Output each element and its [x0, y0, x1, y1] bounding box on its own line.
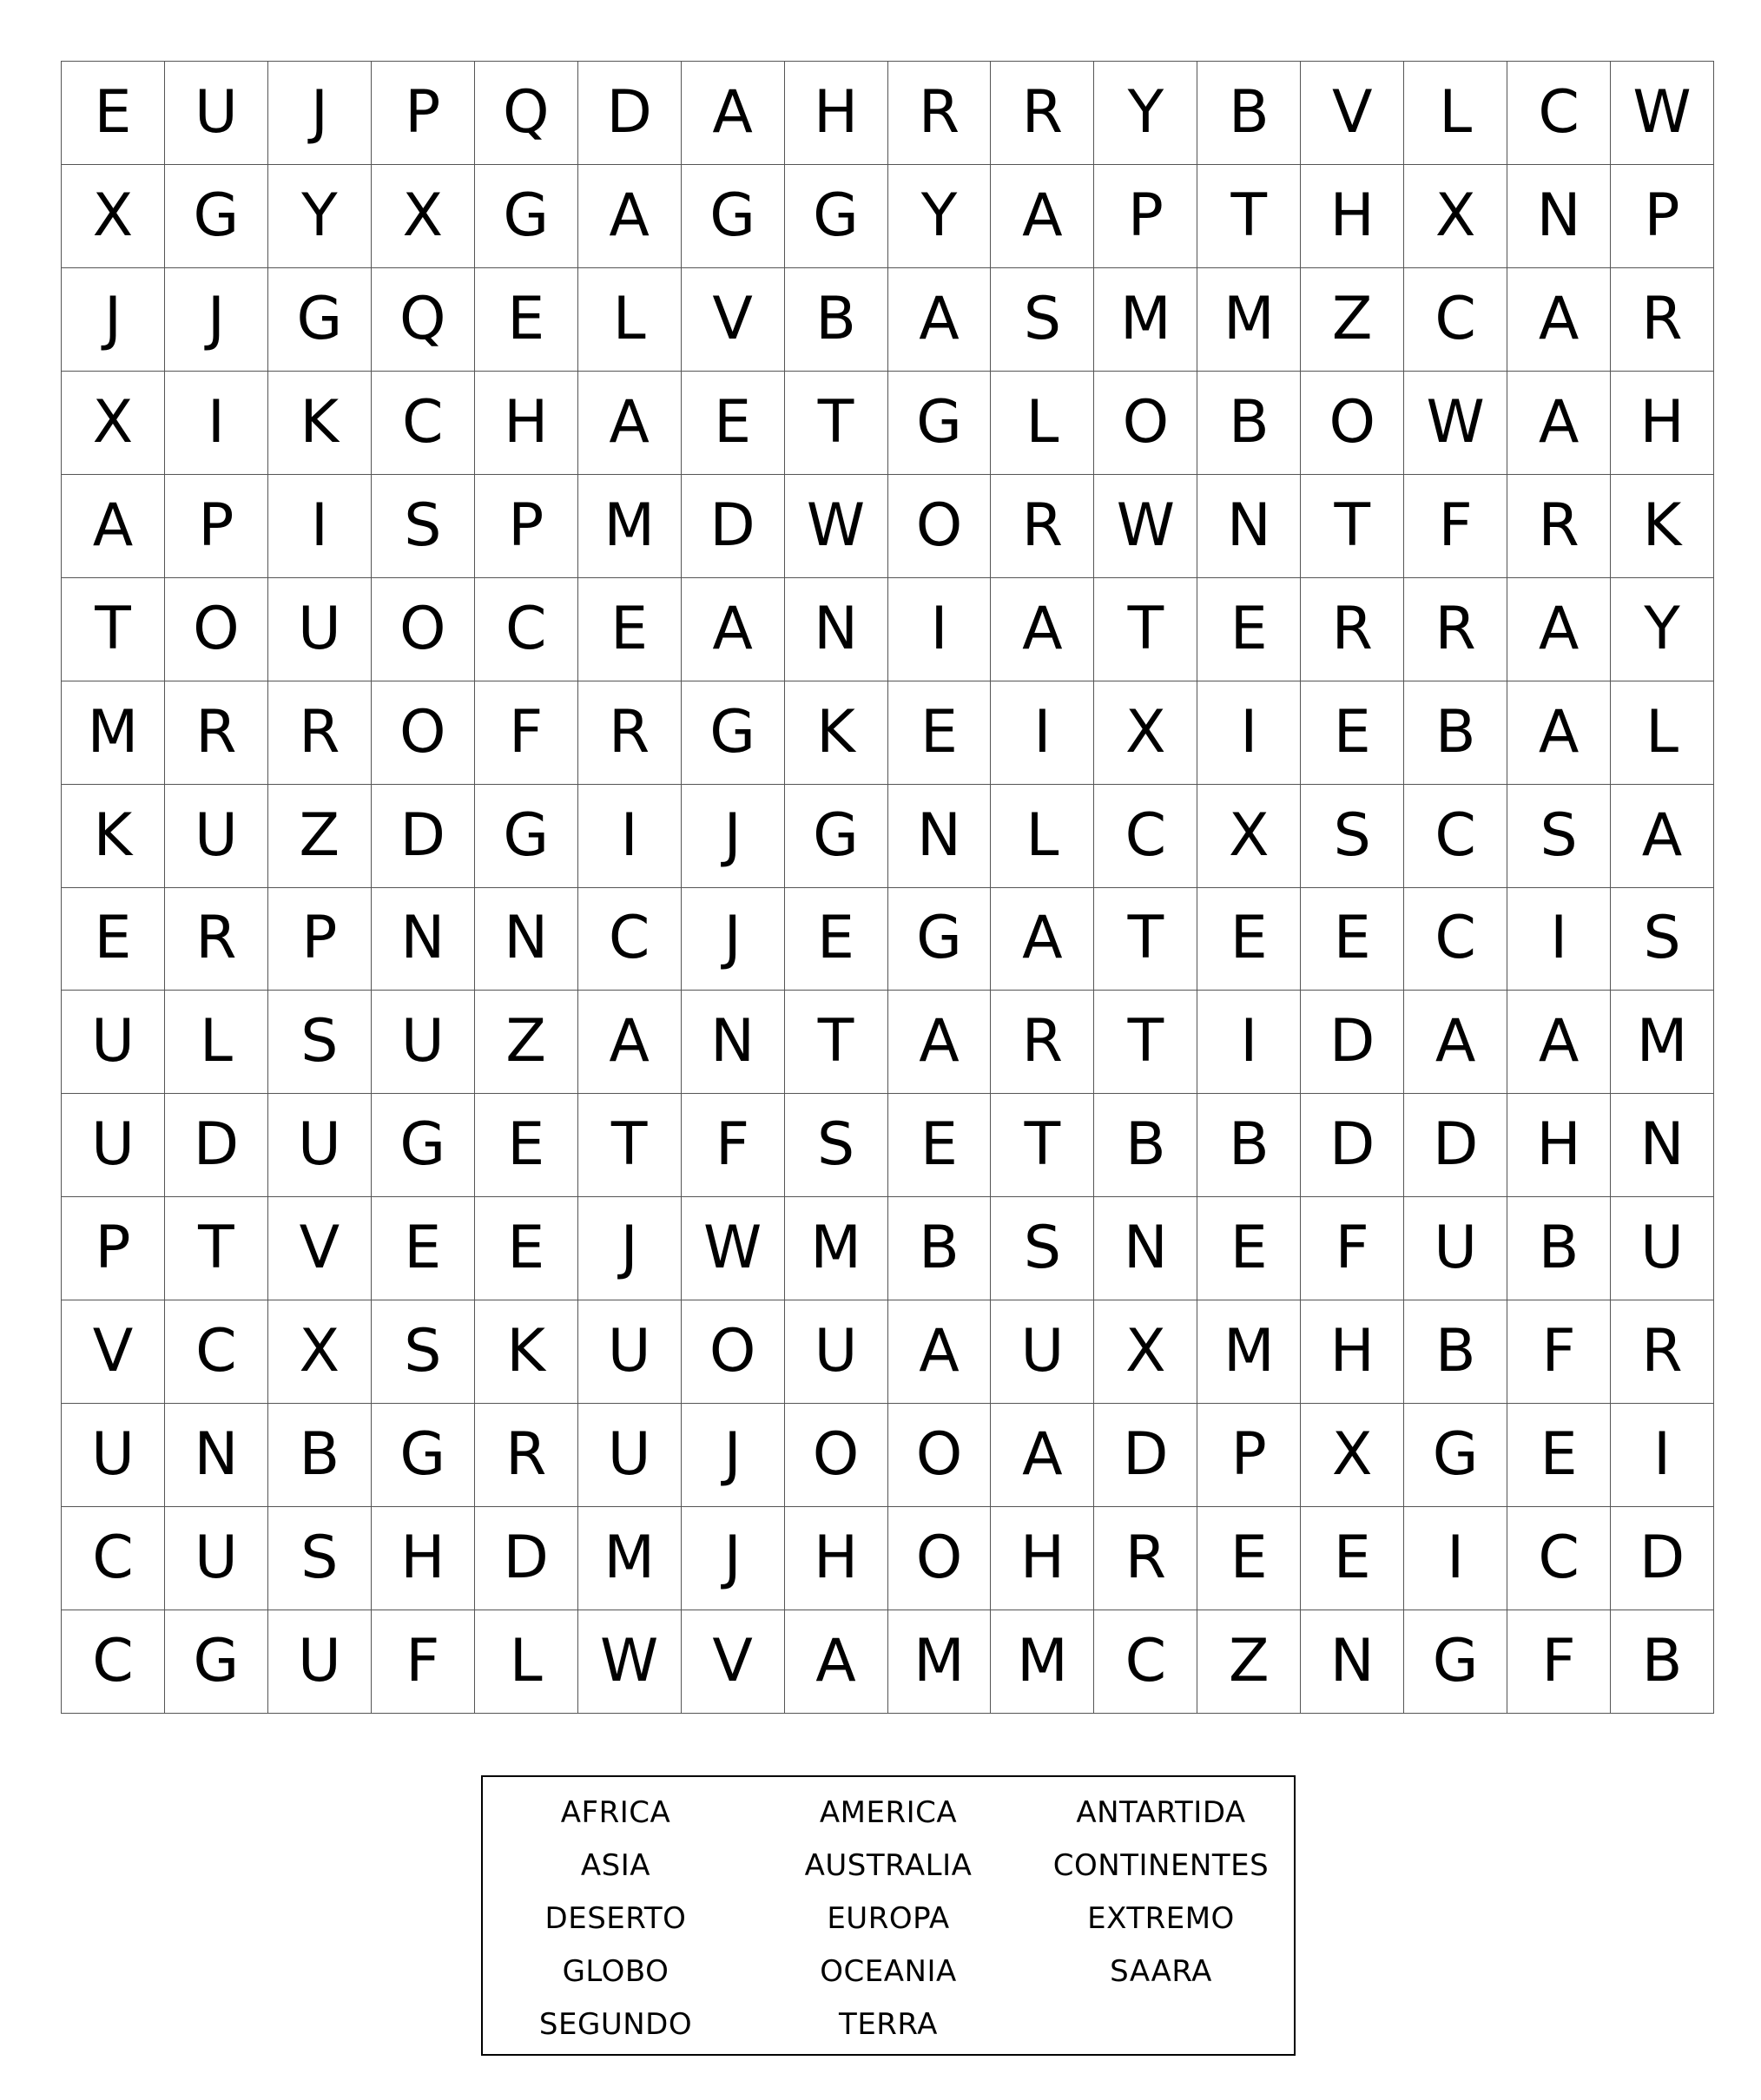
grid-cell[interactable]: A — [682, 578, 785, 681]
grid-cell[interactable]: R — [165, 888, 268, 991]
grid-cell[interactable]: T — [62, 578, 165, 681]
grid-cell[interactable]: N — [1094, 1197, 1197, 1300]
grid-cell[interactable]: T — [578, 1094, 682, 1197]
grid-cell[interactable]: W — [785, 475, 888, 578]
grid-cell[interactable]: I — [1507, 888, 1611, 991]
grid-cell[interactable]: A — [888, 268, 992, 372]
grid-cell[interactable]: L — [475, 1610, 578, 1714]
grid-cell[interactable]: U — [578, 1300, 682, 1404]
grid-cell[interactable]: M — [785, 1197, 888, 1300]
grid-cell[interactable]: A — [578, 165, 682, 268]
grid-cell[interactable]: D — [578, 62, 682, 165]
grid-cell[interactable]: A — [1507, 681, 1611, 785]
grid-cell[interactable]: F — [1507, 1300, 1611, 1404]
grid-cell[interactable]: C — [1094, 785, 1197, 888]
grid-cell[interactable]: A — [1507, 372, 1611, 475]
grid-cell[interactable]: U — [268, 578, 372, 681]
word-list-item: EXTREMO — [1087, 1900, 1235, 1936]
grid-cell[interactable]: E — [62, 888, 165, 991]
grid-cell[interactable]: O — [1094, 372, 1197, 475]
grid-cell[interactable]: G — [682, 681, 785, 785]
word-list-item: SEGUNDO — [538, 2006, 693, 2042]
grid-cell[interactable]: A — [1507, 268, 1611, 372]
grid-cell[interactable]: D — [165, 1094, 268, 1197]
grid-cell[interactable]: T — [785, 991, 888, 1094]
grid-cell[interactable]: C — [1507, 62, 1611, 165]
grid-cell[interactable]: Q — [372, 268, 475, 372]
grid-cell[interactable]: U — [62, 1404, 165, 1507]
grid-cell[interactable]: C — [1094, 1610, 1197, 1714]
grid-cell[interactable]: G — [475, 785, 578, 888]
grid-cell[interactable]: X — [1197, 785, 1301, 888]
grid-cell[interactable]: G — [475, 165, 578, 268]
grid-cell[interactable]: G — [785, 785, 888, 888]
grid-cell[interactable]: R — [1611, 268, 1714, 372]
grid-cell[interactable]: X — [62, 372, 165, 475]
grid-cell[interactable]: Z — [1301, 268, 1404, 372]
grid-cell[interactable]: I — [165, 372, 268, 475]
grid-cell[interactable]: E — [1301, 888, 1404, 991]
grid-cell[interactable]: P — [62, 1197, 165, 1300]
grid-cell[interactable]: R — [268, 681, 372, 785]
grid-cell[interactable]: D — [1611, 1507, 1714, 1610]
grid-cell[interactable]: U — [268, 1610, 372, 1714]
grid-cell[interactable]: V — [1301, 62, 1404, 165]
grid-cell[interactable]: U — [578, 1404, 682, 1507]
grid-cell[interactable]: G — [372, 1094, 475, 1197]
grid-cell[interactable]: A — [991, 578, 1094, 681]
grid-cell[interactable]: N — [372, 888, 475, 991]
grid-cell[interactable]: B — [1611, 1610, 1714, 1714]
grid-cell[interactable]: O — [1301, 372, 1404, 475]
grid-cell[interactable]: E — [1301, 1507, 1404, 1610]
grid-cell[interactable]: D — [1094, 1404, 1197, 1507]
grid-cell[interactable]: E — [682, 372, 785, 475]
grid-cell[interactable]: I — [268, 475, 372, 578]
grid-cell[interactable]: B — [1507, 1197, 1611, 1300]
grid-cell[interactable]: H — [991, 1507, 1094, 1610]
grid-cell[interactable]: W — [1094, 475, 1197, 578]
grid-cell[interactable]: B — [888, 1197, 992, 1300]
grid-cell[interactable]: C — [1507, 1507, 1611, 1610]
grid-cell[interactable]: D — [1404, 1094, 1507, 1197]
grid-cell[interactable]: J — [682, 785, 785, 888]
grid-cell[interactable]: E — [1197, 1507, 1301, 1610]
grid-cell[interactable]: P — [1197, 1404, 1301, 1507]
grid-cell[interactable]: C — [372, 372, 475, 475]
grid-cell[interactable]: S — [268, 1507, 372, 1610]
grid-cell[interactable]: L — [1404, 62, 1507, 165]
word-list-item: ANTARTIDA — [1076, 1794, 1246, 1830]
grid-cell[interactable]: A — [991, 165, 1094, 268]
grid-cell[interactable]: B — [1197, 372, 1301, 475]
grid-cell[interactable]: I — [1197, 681, 1301, 785]
grid-cell[interactable]: C — [62, 1507, 165, 1610]
word-list-item: GLOBO — [562, 1953, 669, 1989]
grid-cell[interactable]: S — [372, 1300, 475, 1404]
grid-cell[interactable]: I — [1611, 1404, 1714, 1507]
grid-cell[interactable]: C — [578, 888, 682, 991]
grid-cell[interactable]: V — [62, 1300, 165, 1404]
grid-cell[interactable]: N — [1301, 1610, 1404, 1714]
grid-cell[interactable]: G — [682, 165, 785, 268]
grid-cell[interactable]: K — [785, 681, 888, 785]
grid-cell[interactable]: E — [888, 1094, 992, 1197]
grid-cell[interactable]: T — [1094, 991, 1197, 1094]
grid-cell[interactable]: K — [62, 785, 165, 888]
grid-cell[interactable]: O — [888, 1404, 992, 1507]
grid-cell[interactable]: E — [1507, 1404, 1611, 1507]
grid-cell[interactable]: M — [62, 681, 165, 785]
grid-cell[interactable]: G — [888, 888, 992, 991]
grid-cell[interactable]: S — [1611, 888, 1714, 991]
grid-cell[interactable]: L — [578, 268, 682, 372]
grid-cell[interactable]: W — [682, 1197, 785, 1300]
grid-cell[interactable]: P — [1094, 165, 1197, 268]
grid-cell[interactable]: B — [1404, 681, 1507, 785]
grid-cell[interactable]: I — [991, 681, 1094, 785]
grid-cell[interactable]: K — [268, 372, 372, 475]
grid-cell[interactable]: R — [475, 1404, 578, 1507]
grid-cell[interactable]: H — [1301, 1300, 1404, 1404]
grid-cell[interactable]: W — [578, 1610, 682, 1714]
grid-cell[interactable]: B — [268, 1404, 372, 1507]
grid-cell[interactable]: Z — [268, 785, 372, 888]
grid-cell[interactable]: D — [682, 475, 785, 578]
grid-cell[interactable]: U — [268, 1094, 372, 1197]
grid-cell[interactable]: O — [888, 475, 992, 578]
grid-cell[interactable]: D — [1301, 991, 1404, 1094]
grid-cell[interactable]: R — [1301, 578, 1404, 681]
grid-cell[interactable]: R — [165, 681, 268, 785]
grid-cell[interactable]: G — [1404, 1610, 1507, 1714]
grid-cell[interactable]: Y — [1611, 578, 1714, 681]
grid-cell[interactable]: Y — [268, 165, 372, 268]
word-list-item: TERRA — [839, 2006, 938, 2042]
grid-cell[interactable]: X — [62, 165, 165, 268]
grid-cell[interactable]: A — [1507, 991, 1611, 1094]
word-list-item: SAARA — [1110, 1953, 1212, 1989]
grid-cell[interactable]: K — [1611, 475, 1714, 578]
grid-cell[interactable]: H — [372, 1507, 475, 1610]
grid-cell[interactable]: W — [1611, 62, 1714, 165]
grid-cell[interactable]: S — [991, 1197, 1094, 1300]
grid-cell[interactable]: X — [1094, 681, 1197, 785]
grid-cell[interactable]: A — [1404, 991, 1507, 1094]
grid-cell[interactable]: T — [1301, 475, 1404, 578]
grid-cell[interactable]: U — [62, 1094, 165, 1197]
grid-cell[interactable]: N — [1197, 475, 1301, 578]
grid-cell[interactable]: E — [1301, 681, 1404, 785]
grid-cell[interactable]: Y — [888, 165, 992, 268]
grid-cell[interactable]: C — [62, 1610, 165, 1714]
grid-cell[interactable]: M — [1197, 268, 1301, 372]
word-list-item: AFRICA — [560, 1794, 671, 1830]
grid-cell[interactable]: L — [1611, 681, 1714, 785]
grid-cell[interactable]: B — [1094, 1094, 1197, 1197]
word-list-item: EUROPA — [827, 1900, 950, 1936]
grid-cell[interactable]: D — [475, 1507, 578, 1610]
grid-cell[interactable]: S — [785, 1094, 888, 1197]
grid-cell[interactable]: C — [1404, 888, 1507, 991]
grid-cell[interactable]: O — [372, 681, 475, 785]
grid-cell[interactable]: A — [1507, 578, 1611, 681]
grid-cell[interactable]: U — [62, 991, 165, 1094]
grid-cell[interactable]: Z — [475, 991, 578, 1094]
grid-cell[interactable]: U — [165, 1507, 268, 1610]
grid-cell[interactable]: A — [888, 991, 992, 1094]
grid-cell[interactable]: V — [268, 1197, 372, 1300]
grid-cell[interactable]: C — [1404, 785, 1507, 888]
grid-cell[interactable]: H — [1507, 1094, 1611, 1197]
grid-cell[interactable]: X — [1301, 1404, 1404, 1507]
grid-cell[interactable]: E — [475, 268, 578, 372]
grid-cell[interactable]: H — [1611, 372, 1714, 475]
grid-cell[interactable]: J — [62, 268, 165, 372]
grid-cell[interactable]: A — [578, 991, 682, 1094]
grid-cell[interactable]: G — [785, 165, 888, 268]
grid-cell[interactable]: F — [1507, 1610, 1611, 1714]
grid-cell[interactable]: R — [578, 681, 682, 785]
grid-cell[interactable]: N — [165, 1404, 268, 1507]
grid-cell[interactable]: E — [785, 888, 888, 991]
grid-cell[interactable]: T — [1094, 888, 1197, 991]
grid-cell[interactable]: O — [682, 1300, 785, 1404]
grid-cell[interactable]: A — [682, 62, 785, 165]
grid-cell[interactable]: D — [1301, 1094, 1404, 1197]
grid-cell[interactable]: E — [372, 1197, 475, 1300]
grid-cell[interactable]: M — [578, 475, 682, 578]
grid-cell[interactable]: T — [165, 1197, 268, 1300]
grid-cell[interactable]: U — [372, 991, 475, 1094]
letter-grid — [61, 61, 1714, 1714]
grid-cell[interactable]: Q — [475, 62, 578, 165]
grid-cell[interactable]: N — [785, 578, 888, 681]
word-list-item: DESERTO — [544, 1900, 687, 1936]
grid-cell[interactable]: C — [1404, 268, 1507, 372]
grid-cell[interactable]: E — [578, 578, 682, 681]
grid-cell[interactable]: I — [1404, 1507, 1507, 1610]
grid-cell[interactable]: U — [165, 62, 268, 165]
grid-cell[interactable]: U — [785, 1300, 888, 1404]
grid-cell[interactable]: S — [991, 268, 1094, 372]
grid-cell[interactable]: A — [578, 372, 682, 475]
grid-cell[interactable]: M — [1197, 1300, 1301, 1404]
grid-cell[interactable]: R — [1094, 1507, 1197, 1610]
grid-cell[interactable]: X — [268, 1300, 372, 1404]
grid-cell[interactable]: P — [372, 62, 475, 165]
grid-cell[interactable]: G — [1404, 1404, 1507, 1507]
grid-cell[interactable]: O — [785, 1404, 888, 1507]
grid-cell[interactable]: P — [268, 888, 372, 991]
grid-cell[interactable]: S — [372, 475, 475, 578]
grid-cell[interactable]: A — [888, 1300, 992, 1404]
grid-cell[interactable]: U — [1611, 1197, 1714, 1300]
grid-cell[interactable]: E — [888, 681, 992, 785]
grid-cell[interactable]: J — [268, 62, 372, 165]
grid-cell[interactable]: N — [1507, 165, 1611, 268]
grid-cell[interactable]: R — [1611, 1300, 1714, 1404]
word-list-item: AMERICA — [819, 1794, 958, 1830]
grid-cell[interactable]: S — [268, 991, 372, 1094]
grid-cell[interactable]: C — [165, 1300, 268, 1404]
grid-cell[interactable]: H — [475, 372, 578, 475]
grid-cell[interactable]: M — [888, 1610, 992, 1714]
grid-cell[interactable]: G — [165, 165, 268, 268]
grid-cell[interactable]: E — [475, 1094, 578, 1197]
grid-cell[interactable]: O — [165, 578, 268, 681]
grid-cell[interactable]: V — [682, 268, 785, 372]
grid-cell[interactable]: A — [1611, 785, 1714, 888]
grid-cell[interactable]: J — [165, 268, 268, 372]
grid-cell[interactable]: O — [372, 578, 475, 681]
grid-cell[interactable]: B — [1197, 62, 1301, 165]
grid-cell[interactable]: E — [62, 62, 165, 165]
grid-cell[interactable]: M — [578, 1507, 682, 1610]
grid-cell[interactable]: L — [991, 785, 1094, 888]
grid-cell[interactable]: F — [682, 1094, 785, 1197]
grid-cell[interactable]: R — [991, 62, 1094, 165]
word-list — [481, 1775, 1296, 2056]
grid-cell[interactable]: S — [1301, 785, 1404, 888]
grid-cell[interactable]: Y — [1094, 62, 1197, 165]
grid-cell[interactable]: T — [785, 372, 888, 475]
grid-cell[interactable]: J — [578, 1197, 682, 1300]
grid-cell[interactable]: B — [785, 268, 888, 372]
grid-cell[interactable]: A — [991, 888, 1094, 991]
grid-cell[interactable]: C — [475, 578, 578, 681]
grid-cell[interactable]: E — [475, 1197, 578, 1300]
grid-cell[interactable]: E — [1197, 578, 1301, 681]
grid-cell[interactable]: E — [1197, 1197, 1301, 1300]
grid-cell[interactable]: U — [991, 1300, 1094, 1404]
grid-cell[interactable]: G — [888, 372, 992, 475]
grid-cell[interactable]: G — [372, 1404, 475, 1507]
grid-cell[interactable]: A — [62, 475, 165, 578]
grid-cell[interactable]: R — [991, 475, 1094, 578]
grid-cell[interactable]: M — [991, 1610, 1094, 1714]
grid-cell[interactable]: O — [888, 1507, 992, 1610]
grid-cell[interactable]: I — [888, 578, 992, 681]
grid-cell[interactable]: L — [165, 991, 268, 1094]
grid-cell[interactable]: W — [1404, 372, 1507, 475]
grid-cell[interactable]: H — [785, 1507, 888, 1610]
grid-cell[interactable]: N — [1611, 1094, 1714, 1197]
word-list-item: OCEANIA — [820, 1953, 957, 1989]
grid-cell[interactable]: K — [475, 1300, 578, 1404]
grid-cell[interactable]: L — [991, 372, 1094, 475]
grid-cell[interactable]: X — [1094, 1300, 1197, 1404]
grid-cell[interactable]: U — [165, 785, 268, 888]
grid-cell[interactable]: S — [1507, 785, 1611, 888]
grid-cell[interactable]: J — [682, 1507, 785, 1610]
grid-cell[interactable]: X — [372, 165, 475, 268]
grid-cell[interactable]: H — [1301, 165, 1404, 268]
grid-cell[interactable]: A — [991, 1404, 1094, 1507]
grid-cell[interactable]: T — [991, 1094, 1094, 1197]
grid-cell[interactable]: B — [1404, 1300, 1507, 1404]
grid-cell[interactable]: G — [165, 1610, 268, 1714]
grid-cell[interactable]: F — [1301, 1197, 1404, 1300]
grid-cell[interactable]: B — [1197, 1094, 1301, 1197]
grid-cell[interactable]: T — [1197, 165, 1301, 268]
grid-cell[interactable]: H — [785, 62, 888, 165]
grid-cell[interactable]: X — [1404, 165, 1507, 268]
grid-cell[interactable]: F — [475, 681, 578, 785]
grid-cell[interactable]: I — [1197, 991, 1301, 1094]
grid-cell[interactable]: I — [578, 785, 682, 888]
grid-cell[interactable]: U — [1404, 1197, 1507, 1300]
grid-cell[interactable]: R — [1404, 578, 1507, 681]
grid-cell[interactable]: G — [268, 268, 372, 372]
grid-cell[interactable]: R — [1507, 475, 1611, 578]
word-list-item: ASIA — [580, 1847, 651, 1883]
grid-cell[interactable]: A — [785, 1610, 888, 1714]
grid-cell[interactable]: M — [1611, 991, 1714, 1094]
grid-cell[interactable]: J — [682, 888, 785, 991]
grid-cell[interactable]: F — [372, 1610, 475, 1714]
grid-cell[interactable]: J — [682, 1404, 785, 1507]
grid-cell[interactable]: Z — [1197, 1610, 1301, 1714]
word-list-item: AUSTRALIA — [804, 1847, 973, 1883]
grid-cell[interactable]: M — [1094, 268, 1197, 372]
grid-cell[interactable]: P — [1611, 165, 1714, 268]
grid-cell[interactable]: E — [1197, 888, 1301, 991]
grid-cell[interactable]: N — [888, 785, 992, 888]
grid-cell[interactable]: R — [888, 62, 992, 165]
grid-cell[interactable]: R — [991, 991, 1094, 1094]
grid-cell[interactable]: N — [475, 888, 578, 991]
grid-cell[interactable]: D — [372, 785, 475, 888]
grid-cell[interactable]: N — [682, 991, 785, 1094]
grid-cell[interactable]: V — [682, 1610, 785, 1714]
grid-cell[interactable]: T — [1094, 578, 1197, 681]
grid-cell[interactable]: P — [165, 475, 268, 578]
word-list-item: CONTINENTES — [1052, 1847, 1270, 1883]
grid-cell[interactable]: F — [1404, 475, 1507, 578]
grid-cell[interactable]: P — [475, 475, 578, 578]
